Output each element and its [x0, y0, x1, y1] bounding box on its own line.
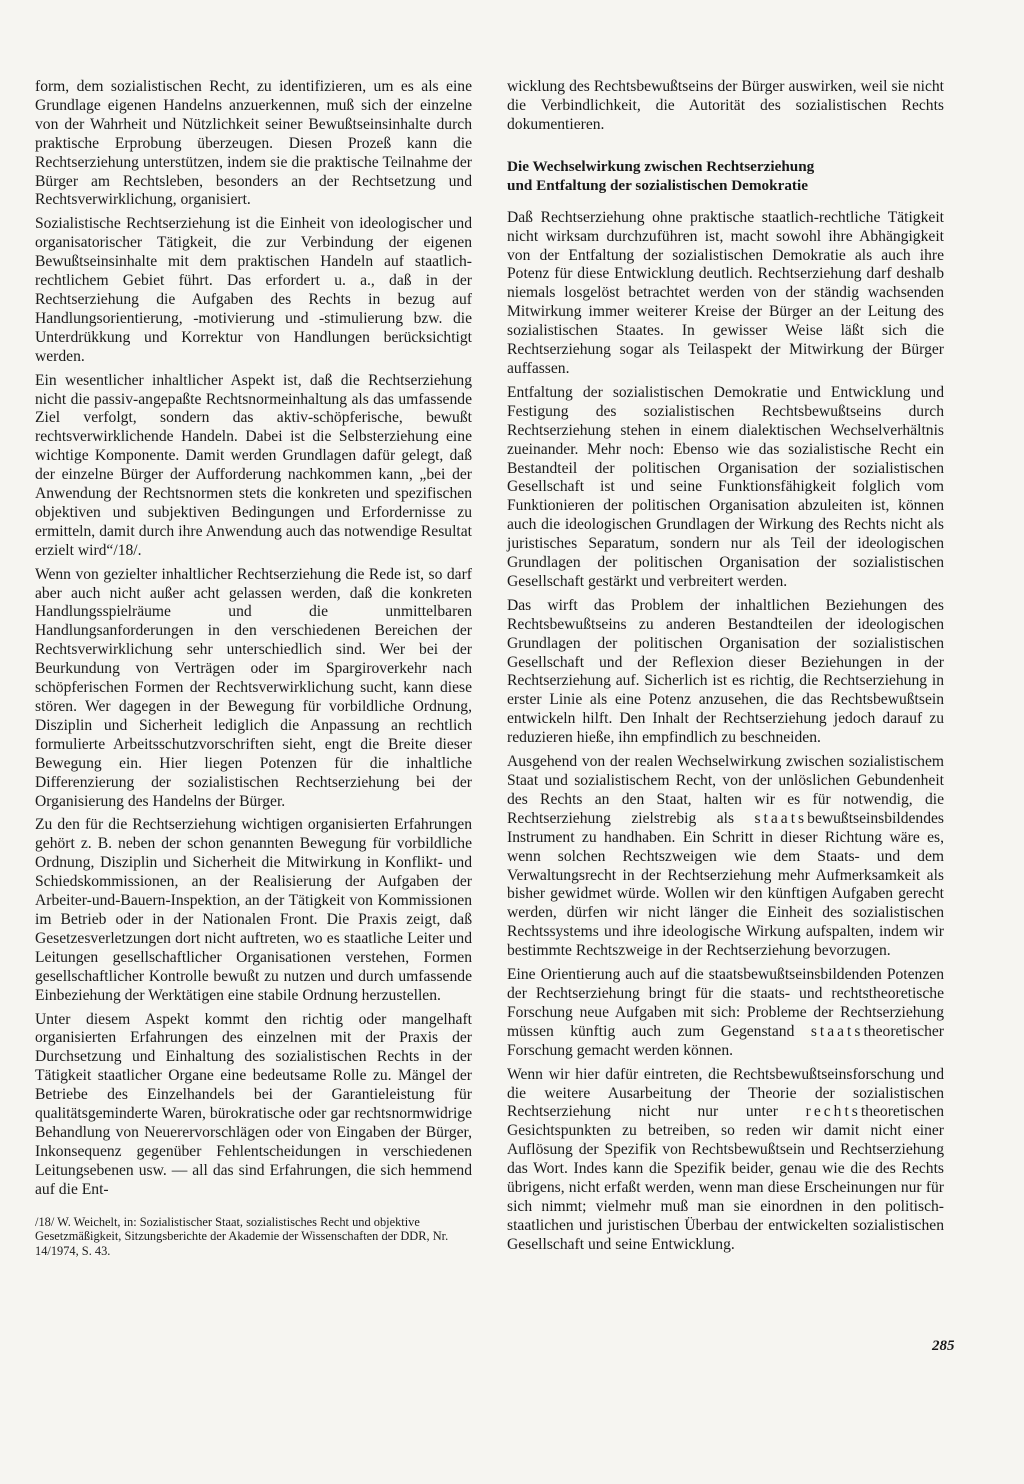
paragraph: Das wirft das Problem der inhaltlichen Beziehungen des Rechtsbewußtseins zu anderen Bestandteilen der ideologischen Grundlagen der politischen Organisation der sozialistischen Gesellschaft und der Reflexion dieser Beziehungen in der Rechtserziehung auf. Sicherlich ist es richtig, die Rechtserziehung in erster Linie als eine Potenz anzusehen, die das Rechtsbewußtsein entwickeln hilft. Den Inhalt der Rechtserziehung jedoch darauf zu reduzieren hieße, ihn empfindlich zu beschneiden.: [507, 596, 944, 747]
emphasized-text: rechts: [805, 1103, 861, 1121]
text-run: Wenn wir hier dafür eintreten, die Rechtsbewußtseinsforschung und die weitere Ausarbeitung der Theorie der sozialistischen Rechtserziehung nicht nur unter: [507, 1065, 944, 1121]
text-run: Ausgehend von der realen Wechselwirkung zwischen sozialistischem Staat und sozialistischem Recht, von der unlöslichen Gebundenheit des Rechts an den Staat, halten wir es für notwendig, die Rechtserziehung zielstrebig als: [507, 753, 944, 827]
emphasized-text: staats: [754, 809, 808, 827]
section-heading-line: Die Wechselwirkung zwischen Rechtserziehung: [507, 157, 815, 175]
section-heading-line: und Entfaltung der sozialistischen Demokratie: [507, 176, 808, 194]
footnote: /18/ W. Weichelt, in: Sozialistischer Staat, sozialistisches Recht und objektive Gesetzmäßigkeit, Sitzungsberichte der Akademie der Wissenschaften der DDR, Nr. 14/1974, S. 43.: [35, 1214, 449, 1258]
paragraph: Zu den für die Rechtserziehung wichtigen organisierten Erfahrungen gehört z. B. neben der schon genannten Bewegung für vorbildliche Ordnung, Disziplin und Sicherheit die Mitwirkung in Konflikt- und Schiedskommissionen, an der Realisierung der Aufgaben der Arbeiter-und-Bauern-Inspektion, an der Tätigkeit von Kommissionen im Betrieb oder in der Nationalen Front. Die Praxis zeigt, daß Gesetzesverletzungen dort nicht auftreten, wo es staatliche Leiter und Leitungen gesellschaftlicher Organisationen verstehen, Formen gesellschaftlicher Kontrolle bewußt zu nutzen und durch umfassende Einbeziehung der Werktätigen eine stabile Ordnung herzustellen.: [35, 816, 472, 1004]
text-run: bewußtseinsbildendes Instrument zu handhaben. Ein Schritt in dieser Richtung wäre es, wenn solchen Rechtszweigen wie dem Staats- und dem Verwaltungsrecht in der Rechtserziehung mehr Aufmerksamkeit als bisher gewidmet würde. Wollen wir den künftigen Aufgaben gerecht werden, dürfen wir nicht länger die Einheit des sozialistischen Rechtssystems und ihre ideologische Wirkung aufspalten, indem wir bestimmte Rechtszweige in der Rechtserziehung bevorzugen.: [507, 809, 944, 960]
paragraph: wicklung des Rechtsbewußtseins der Bürger auswirken, weil sie nicht die Verbindlichkeit, die Autorität des sozialistischen Rechts dokumentieren.: [507, 78, 944, 133]
paragraph: Sozialistische Rechtserziehung ist die Einheit von ideologischer und organisatorischer Tätigkeit, die zur Verbindung der eigenen Bewußtseinsinhalte mit dem praktischen Handeln auf staatlich-rechtlichem Gebiet führt. Das erfordert u. a., daß in der Rechtserziehung die Aufgaben des Rechts in bezug auf Handlungsorientierung, -motivierung und -stimulierung bzw. die Unterdrükkung und Korrektur von Handlungen berücksichtigt werden.: [35, 215, 472, 365]
paragraph: Entfaltung der sozialistischen Demokratie und Entwicklung und Festigung des sozialistischen Rechtsbewußtseins durch Rechtserziehung stehen in einem dialektischen Wechselverhältnis zueinander. Mehr noch: Ebenso wie das sozialistische Recht ein Bestandteil der politischen Organisation der sozialistischen Gesellschaft ist und seine Funktionsfähigkeit folglich vom Funktionieren der politischen Organisation abzuleiten ist, können auch die ideologischen Grundlagen der Wirkung des Rechts nicht als juristisches Separatum, sondern nur als Teil der ideologischen Grundlagen der politischen Organisation der sozialistischen Gesellschaft gestärkt und verbreitert werden.: [507, 383, 944, 590]
paragraph: [507, 753, 944, 961]
paragraph: Ein wesentlicher inhaltlicher Aspekt ist, daß die Rechtserziehung nicht die passiv-angepaßte Rechtsnormeinhaltung als das umfassende Ziel verfolgt, sondern das aktiv-schöpferische, bewußt rechtsverwirklichende Handeln. Dabei ist die Selbsterziehung eine wichtige Komponente. Damit werden Grundlagen dafür gelegt, daß der einzelne Bürger der Aufforderung nachkommen kann, „bei der Anwendung der Rechtsnormen stets die konkreten und spezifischen objektiven und subjektiven Bedingungen und Erfordernisse zu ermitteln, damit durch ihre Anwendung auch das notwendige Resultat erzielt wird“/18/.: [35, 371, 472, 559]
section-heading: [507, 157, 944, 195]
right-column: [507, 78, 944, 1260]
text-run: Eine Orientierung auch auf die staatsbewußtseinsbildenden Potenzen der Rechtserziehung bringt für die staats- und rechtstheoretische Forschung neue Aufgaben mit sich: Probleme der Rechtserziehung müssen künftig auch zum Gegenstand: [507, 966, 944, 1040]
paragraph: [507, 1066, 944, 1255]
text-run: theoretischen Gesichtspunkten zu betreiben, so reden wir damit nicht einer Auflösung der Spezifik von Rechtsbewußtsein und Rechtserziehung das Wort. Indes kann die Spezifik beider, genau wie die des Rechts übrigens, nicht erfaßt werden, wenn man diese Erscheinungen nur für sich nimmt; vielmehr muß man sie einordnen in den politisch-staatlichen und juristischen Überbau der entwickelten sozialistischen Gesellschaft und seine Entwicklung.: [507, 1103, 944, 1253]
paragraph: form, dem sozialistischen Recht, zu identifizieren, um es als eine Grundlage eigenen Handelns anzuerkennen, muß sich der einzelne von der Wahrheit und Nützlichkeit seiner Bewußtseinsinhalte durch praktische Erprobung überzeugen. Diesen Prozeß kann die Rechtserziehung unterstützen, indem sie die praktische Teilnahme der Bürger am Rechtsleben, besonders an der Rechtsetzung und Rechtsverwirklichung, organisiert.: [35, 78, 472, 209]
paragraph: Wenn von gezielter inhaltlicher Rechtserziehung die Rede ist, so darf aber auch nicht außer acht gelassen werden, daß die konkreten Handlungsspielräume und die unmittelbaren Handlungsanforderungen in den verschiedenen Bereichen der Rechtsverwirklichung sehr unterschiedlich sind. Wer bei der Beurkundung von Verträgen oder im Spargiroverkehr nach schöpferischen Formen der Rechtsverwirklichung sucht, kann diese stören. Wer dagegen in der Bewegung für vorbildliche Ordnung, Disziplin und Sicherheit lediglich die Anpassung an rechtlich formulierte Arbeitsschutzvorschriften sieht, engt die Breite dieser Bewegung ein. Hier liegen Potenzen für die inhaltliche Differenzierung der sozialistischen Rechtserziehung bei der Organisierung des Handelns der Bürger.: [35, 565, 472, 810]
left-column: [35, 78, 472, 1263]
paragraph: Daß Rechtserziehung ohne praktische staatlich-rechtliche Tätigkeit nicht wirksam durchzuführen ist, macht sowohl ihre Abhängigkeit von der Entfaltung der sozialistischen Demokratie als auch ihre Potenz für diese Entwicklung deutlich. Rechtserziehung darf deshalb niemals losgelöst betrachtet werden von der ständig wachsenden Mitwirkung immer weiterer Kreise der Bürger an der Leitung des sozialistischen Staates. In gewisser Weise läßt sich die Rechtserziehung sogar als Teilaspekt der Mitwirkung der Bürger auffassen.: [507, 208, 944, 377]
emphasized-text: staats: [810, 1022, 864, 1040]
text-run: theoretischer Forschung gemacht werden können.: [507, 1022, 944, 1059]
page-number: 285: [932, 1338, 955, 1354]
paragraph: Unter diesem Aspekt kommt den richtig oder mangelhaft organisierten Erfahrungen des einzelnen mit der Praxis der Durchsetzung und Einhaltung des sozialistischen Rechts in der Tätigkeit staatlicher Organe eine bedeutsame Rolle zu. Mängel der Betriebe des Einzelhandels bei der Garantieleistung für qualitätsgeminderte Waren, bürokratische oder gar rechtsnormwidrige Behandlung von Neuerervorschlägen oder von Eingaben der Bürger, Inkonsequenz gegenüber Fehlentscheidungen in verschiedenen Leitungsebenen usw. — all das sind Erfahrungen, die sich hemmend auf die Ent-: [35, 1010, 472, 1198]
paragraph: [507, 966, 944, 1061]
